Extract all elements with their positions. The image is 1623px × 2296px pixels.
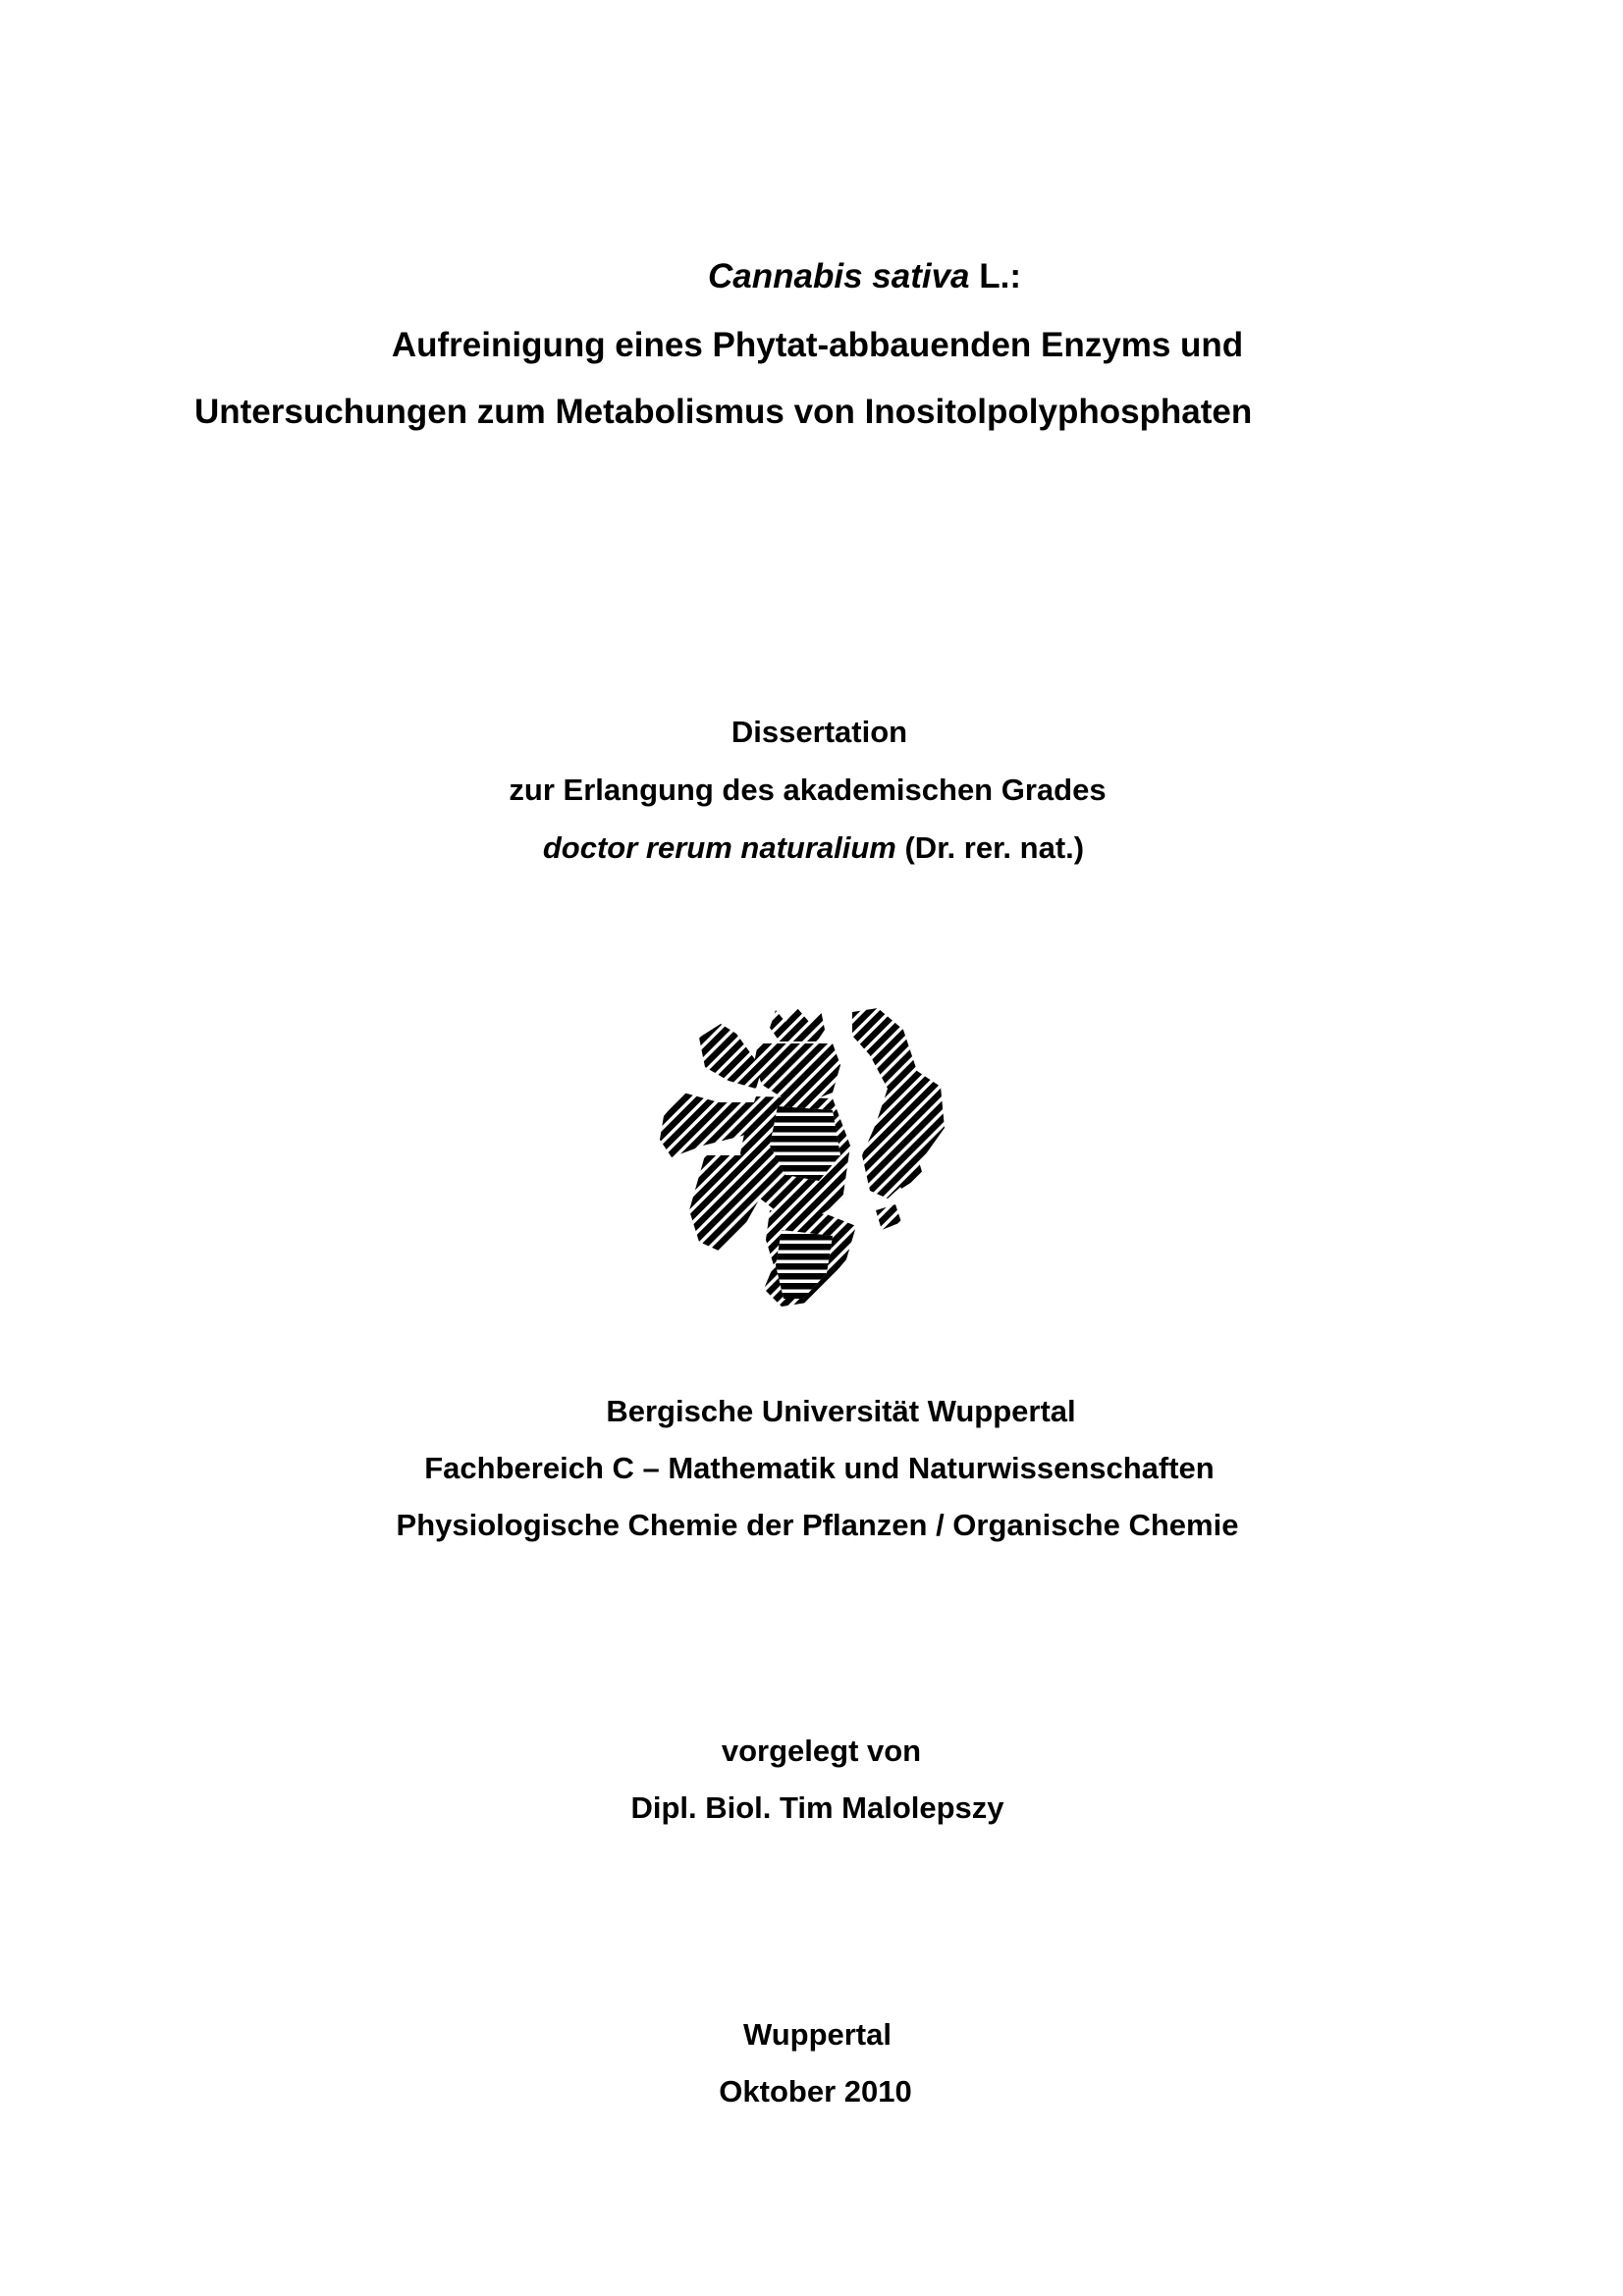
- university-lion-crest-icon: [660, 1008, 945, 1308]
- dissertation-degree: [2, 830, 1623, 866]
- title-species-name: Cannabis sativa: [708, 257, 970, 295]
- university-name: Bergische Universität Wuppertal: [606, 1394, 1076, 1428]
- department-name: Physiologische Chemie der Pflanzen / Organische Chemie: [396, 1508, 1239, 1542]
- degree-latin: doctor rerum naturalium: [542, 830, 896, 865]
- degree-abbrev: (Dr. rer. nat.): [895, 830, 1085, 865]
- dissertation-purpose: zur Erlangung des akademischen Grades: [509, 773, 1107, 807]
- faculty-name: Fachbereich C – Mathematik und Naturwissenschaften: [424, 1451, 1215, 1485]
- title-species-suffix: L.:: [969, 257, 1021, 295]
- place: Wuppertal: [743, 2017, 892, 2052]
- date: Oktober 2010: [719, 2074, 912, 2109]
- title-line-2: Aufreinigung eines Phytat-abbauenden Enzyms und: [391, 326, 1244, 364]
- title-line-3: Untersuchungen zum Metabolismus von Inositolpolyphosphaten: [194, 393, 1253, 431]
- dissertation-label: Dissertation: [730, 715, 908, 749]
- author-name: Dipl. Biol. Tim Malolepszy: [630, 1790, 1004, 1825]
- submitted-by-label: vorgelegt von: [721, 1734, 922, 1768]
- title-line-1: [53, 257, 1623, 296]
